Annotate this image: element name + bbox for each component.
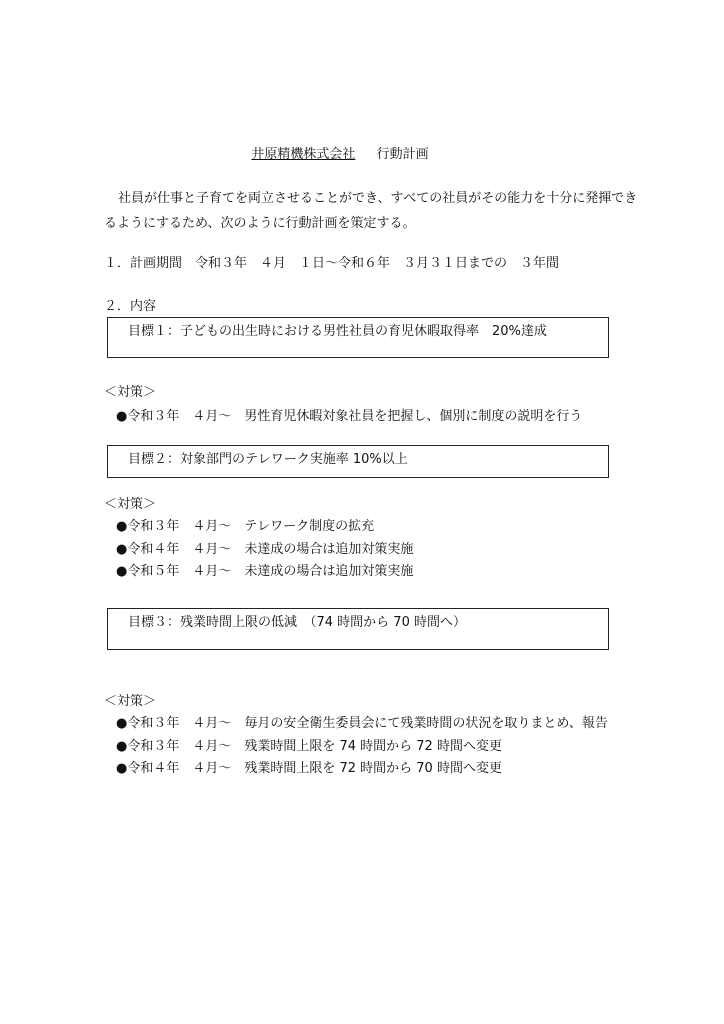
goal-3-measures-label: ＜対策＞ (104, 694, 157, 709)
goal-2-measure-1: ●令和３年 ４月～ テレワーク制度の拡充 (116, 519, 375, 534)
content-heading: ２．内容 (104, 299, 157, 314)
goal-2-measure-2: ●令和４年 ４月～ 未達成の場合は追加対策実施 (116, 542, 414, 557)
goal-1-text: 目標１：子どもの出生時における男性社員の育児休暇取得率 20%達成 (128, 324, 547, 339)
intro-text: 社員が仕事と子育てを両立させることができ、すべての社員がその能力を十分に発揮できるようにするため、次のように行動計画を策定する。 (104, 191, 638, 231)
goal-2-text: 目標２：対象部門のテレワーク実施率 10%以上 (128, 452, 408, 467)
goal-1-measures-label: ＜対策＞ (104, 385, 157, 400)
goal-2-measures-label: ＜対策＞ (104, 497, 157, 512)
goal-3-measure-2: ●令和３年 ４月～ 残業時間上限を 74 時間から 72 時間へ変更 (116, 739, 502, 754)
goal-1-box (107, 317, 609, 358)
goal-3-measure-3: ●令和４年 ４月～ 残業時間上限を 72 時間から 70 時間へ変更 (116, 761, 502, 776)
plan-period: １．計画期間 令和３年 ４月 １日～令和６年 ３月３１日までの ３年間 (104, 256, 560, 271)
goal-3-measure-1: ●令和３年 ４月～ 毎月の安全衛生委員会にて残業時間の状況を取りまとめ、報告 (116, 716, 608, 731)
intro-paragraph (104, 186, 644, 236)
goal-3-text: 目標３：残業時間上限の低減 （74 時間から 70 時間へ） (128, 615, 466, 630)
company-name: 井原精機株式会社 (251, 147, 356, 162)
goal-3-box (107, 608, 609, 650)
title-suffix: 行動計画 (376, 147, 429, 162)
goal-1-measure-1: ●令和３年 ４月～ 男性育児休暇対象社員を把握し、個別に制度の説明を行う (116, 409, 583, 424)
goal-2-box (107, 445, 609, 478)
goal-2-measure-3: ●令和５年 ４月～ 未達成の場合は追加対策実施 (116, 564, 414, 579)
page-title (0, 146, 680, 164)
